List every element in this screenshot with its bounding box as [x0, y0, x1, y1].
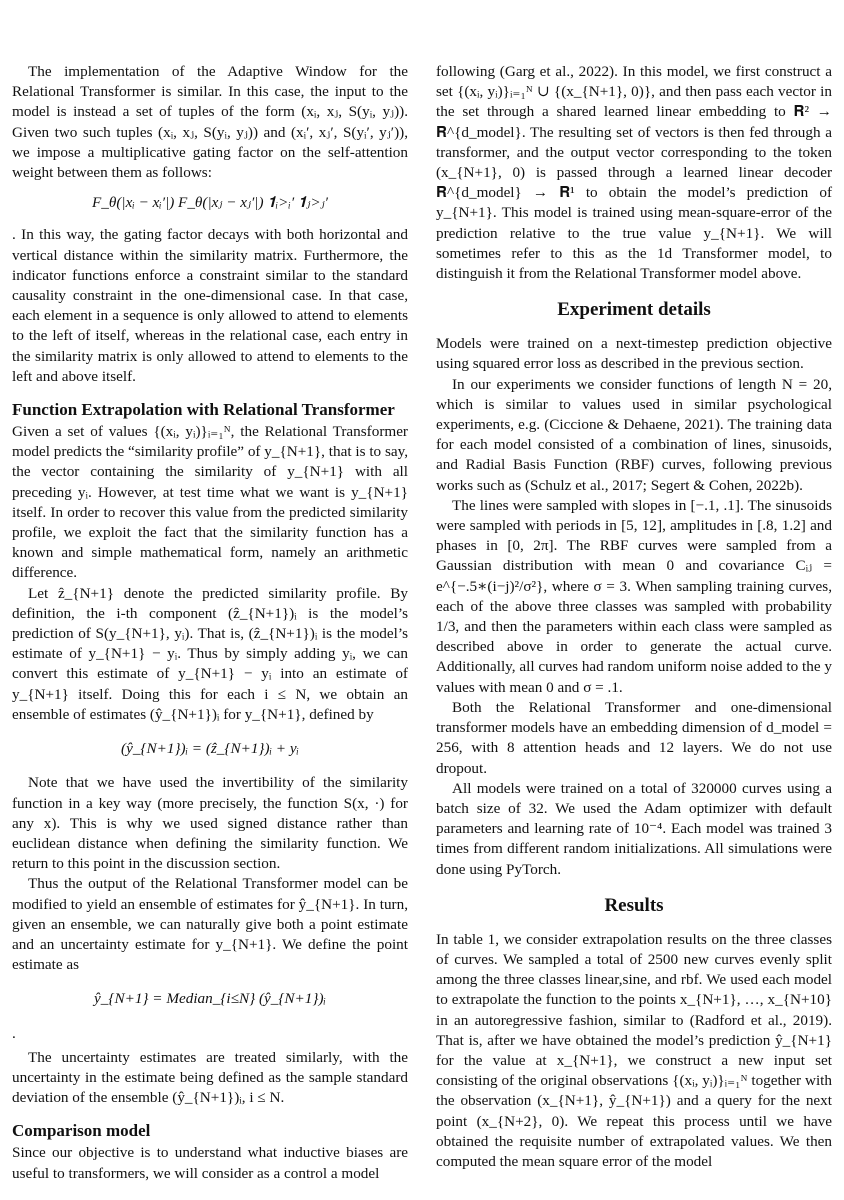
left-column: [12, 62, 408, 1184]
paragraph-given-values: Given a set of values {(xᵢ, yᵢ)}ᵢ₌₁ᴺ, the Relational Transformer model predicts the “similarity profile” of y_{N+1}, that is to say, the vector containing the similarity of y_{N+1} with all preceding yᵢ. However, at test time what we want is y_{N+1} itself. In order to recover this value from the predicted similarity profile, we exploit the fact that the similarity function has a known and simple mathematical form, namely an arithmetic difference.: [12, 423, 408, 582]
heading-experiment-details: Experiment details: [557, 299, 711, 321]
heading-results: Results: [604, 894, 664, 916]
paragraph-embedding-dimension: Both the Relational Transformer and one-dimensional transformer models have an embedding dimension of d_model = 256, with 8 attention heads and 12 layers. We do not use dropout.: [436, 698, 832, 777]
paragraph-gating-explanation: . In this way, the gating factor decays with both horizontal and vertical distance within the similarity matrix. Furthermore, the indicator functions enforce a constraint similar to the standard causality constraint in the one-dimensional case. In that case, each element in a sequence is only allowed to attend to elements to the left of itself, whereas in the relational case, each entry in the similarity matrix is only allowed to attend to elements to the left and above itself.: [12, 226, 408, 385]
equation-trailing-period: .: [12, 1024, 16, 1042]
paragraph-training-setup: All models were trained on a total of 320000 curves using a batch size of 32. We used the Adam optimizer with default parameters and learning rate of 10⁻⁴. Each model was trained 3 times from different random initializations. All simulations were done using PyTorch.: [436, 779, 832, 878]
paragraph-invertibility-note: Note that we have used the invertibility of the similarity function in a key way (more precisely, the function S(x, ·) for any x). This is why we used signed distance rather than euclidean distance when defining the similarity function. We return to this point in the discussion section.: [12, 774, 408, 873]
paragraph-results: In table 1, we consider extrapolation results on the three classes of curves. We sampled a total of 2500 new curves evenly split among the three classes linear,sine, and rbf. We used each model to extrapolate the function to the points x_{N+1}, …, x_{N+10} in an autoregressive fashion, similar to (Radford et al., 2019). That is, after we have obtained the model’s prediction ŷ_{N+1} for the value at x_{N+1}, we construct a new input set consisting of the original observations {(xᵢ, yᵢ)}ᵢ₌₁ᴺ together with the observation (x_{N+1}, ŷ_{N+1}) and a query for the next point (x_{N+2}, 0). We repeat this process until we have obtained the requisite number of extrapolated values. We then computed the mean square error of the model: [436, 930, 832, 1170]
paragraph-models-trained: Models were trained on a next-timestep prediction objective using squared error loss as described in the previous section.: [436, 335, 832, 373]
right-column: [436, 62, 832, 1172]
paragraph-point-estimate: Thus the output of the Relational Transformer model can be modified to yield an ensemble of estimates for ŷ_{N+1}. In turn, given an ensemble, we can naturally give both a point estimate and an uncertainty estimate for y_{N+1}. We define the point estimate as: [12, 875, 408, 974]
heading-function-extrapolation: Function Extrapolation with Relational Transformer: [12, 400, 395, 420]
equation-median: ŷ_{N+1} = Median_{i≤N} (ŷ_{N+1})ᵢ: [94, 990, 326, 1008]
paragraph-function-length: In our experiments we consider functions of length N = 20, which is similar to values used in similar psychological experiments, e.g. (Ciccione & Dehaene, 2021). The training data for each model consisted of a combination of lines, sinusoids, and Radial Basis Function (RBF) curves, following previous works such as (Schulz et al., 2017; Segert & Cohen, 2022b).: [436, 375, 832, 494]
paragraph-intro: The implementation of the Adaptive Window for the Relational Transformer is similar. In this case, the input to the model is instead a set of tuples of the form (xᵢ, xⱼ, S(yᵢ, yⱼ)). Given two such tuples (xᵢ, xⱼ, S(yᵢ, yⱼ)) and (xᵢ′, xⱼ′, S(yᵢ′, yⱼ′)), we impose a multiplicative gating factor on the self-attention weight between them as follows:: [12, 63, 408, 182]
equation-ensemble: (ŷ_{N+1})ᵢ = (ẑ_{N+1})ᵢ + yᵢ: [121, 740, 299, 758]
paragraph-let-z-hat: Let ẑ_{N+1} denote the predicted similarity profile. By definition, the i-th component (ẑ_{N+1})ᵢ is the model’s prediction of S(y_{N+1}, yᵢ). That is, (ẑ_{N+1})ᵢ is the model’s estimate of y_{N+1} − yᵢ. Thus by simply adding yᵢ, we can convert this estimate of y_{N+1} − yᵢ into an estimate of y_{N+1} itself. Doing this for each i ≤ N, we obtain an ensemble of estimates (ŷ_{N+1})ᵢ for y_{N+1}, defined by: [12, 584, 408, 723]
equation-gating-factor: F_θ(|xᵢ − xᵢ′|) F_θ(|xⱼ − xⱼ′|) 𝟏ᵢ>ᵢ′ 𝟏ⱼ>ⱼ′: [92, 194, 328, 212]
paragraph-following-garg: following (Garg et al., 2022). In this model, we first construct a set {(xᵢ, yᵢ)}ᵢ₌₁ᴺ ∪ {(x_{N+1}, 0)}, and then pass each vector in the set through a shared learned linear embedding to 𝐑² → 𝐑^{d_model}. The resulting set of vectors is then fed through a transformer, and the output vector corresponding to the token (x_{N+1}, 0) is passed through a learned linear decoder 𝐑^{d_model} → 𝐑¹ to obtain the model’s prediction of y_{N+1}. This model is trained using mean-square-error of the prediction relative to the true value y_{N+1}. We will sometimes refer to this as the 1d Transformer model, to distinguish it from the Relational Transformer model above.: [436, 63, 832, 283]
paragraph-since-objective: Since our objective is to understand what inductive biases are useful to transformers, we will consider as a control a model: [12, 1144, 408, 1182]
heading-comparison-model: Comparison model: [12, 1121, 151, 1141]
paragraph-sampling: The lines were sampled with slopes in [−.1, .1]. The sinusoids were sampled with periods in [5, 12], amplitudes in [.8, 1.2] and phases in [0, 2π]. The RBF curves were sampled from a Gaussian distribution with mean 0 and covariance Cᵢⱼ = e^{−.5∗(i−j)²/σ²}, where σ = 3. When sampling training curves, each of the above three classes was sampled with probability 1/3, and then the parameters within each class were sampled as described above in order to generate the actual curve. Additionally, all curves had random uniform noise added to the y values with mean 0 and σ = .1.: [436, 496, 832, 696]
paragraph-uncertainty: The uncertainty estimates are treated similarly, with the uncertainty in the estimate being defined as the sample standard deviation of the ensemble (ŷ_{N+1})ᵢ, i ≤ N.: [12, 1048, 408, 1107]
